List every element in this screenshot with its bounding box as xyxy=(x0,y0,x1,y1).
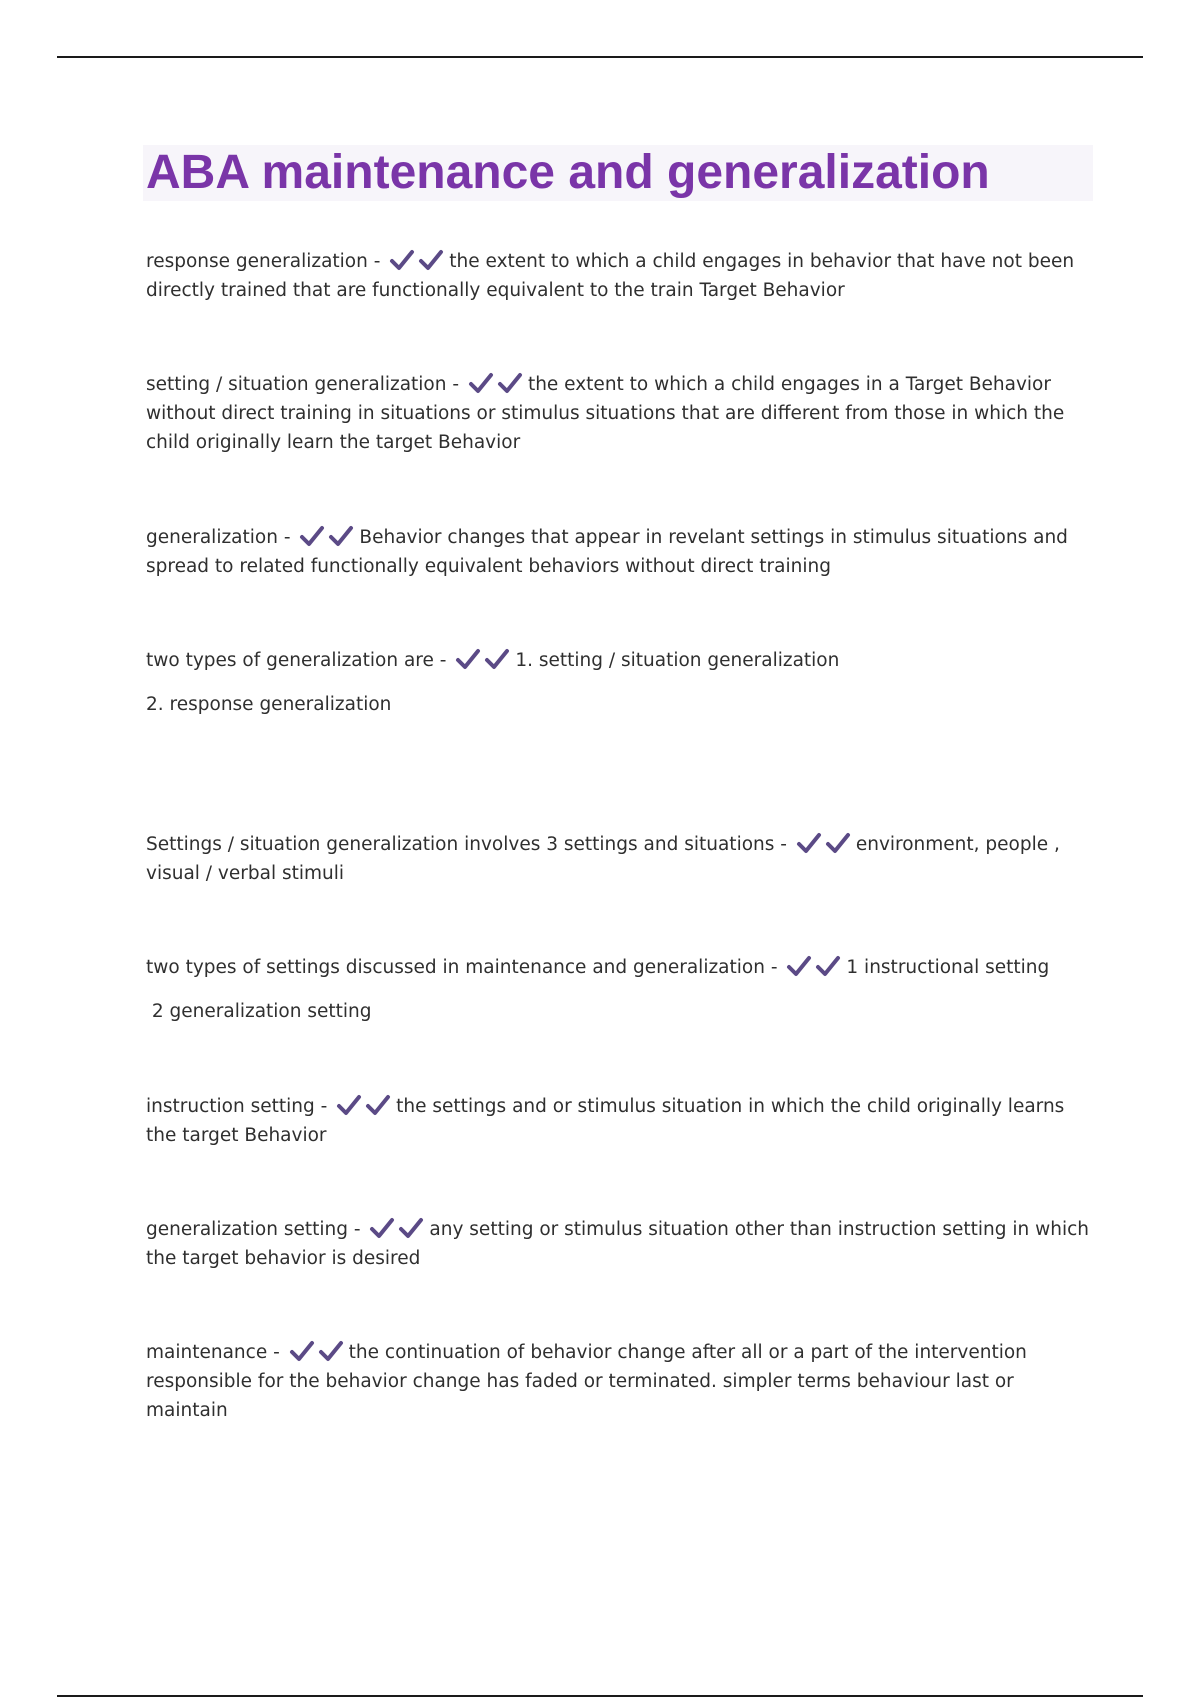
double-checkmark-icon xyxy=(335,1094,393,1116)
double-checkmark-icon xyxy=(298,525,356,547)
entry-extra: 2 generalization setting xyxy=(146,1001,372,1022)
entry-definition: the continuation of behavior change after all or a part of the intervention responsible for the behavior change has faded or terminated. simpler terms behaviour last or maintain xyxy=(146,1342,1027,1421)
entry-term: response generalization - xyxy=(146,251,381,272)
flashcard-entry xyxy=(146,1092,1094,1150)
entry-definition: the extent to which a child engages in a Target Behavior without direct training in situations or stimulus situations that are different from those in which the child originally learn the target Behavior xyxy=(146,374,1065,453)
double-checkmark-icon xyxy=(288,1340,346,1362)
entry-term: Settings / situation generalization involves 3 settings and situations - xyxy=(146,834,787,855)
entry-definition: the settings and or stimulus situation in which the child originally learns the target Behavior xyxy=(146,1096,1065,1146)
entry-term: instruction setting - xyxy=(146,1096,328,1117)
flashcard-entry xyxy=(146,370,1094,457)
flashcard-entry xyxy=(146,830,1094,888)
entry-definition: 1 instructional setting xyxy=(846,957,1050,978)
header-rule xyxy=(57,56,1143,58)
entry-definition: any setting or stimulus situation other than instruction setting in which the target behavior is desired xyxy=(146,1219,1090,1269)
double-checkmark-icon xyxy=(454,648,512,670)
entry-definition: environment, people , visual / verbal stimuli xyxy=(146,834,1060,884)
entry-term: two types of generalization are - xyxy=(146,650,447,671)
footer-rule xyxy=(57,1695,1143,1697)
entry-term: setting / situation generalization - xyxy=(146,374,460,395)
entry-definition: 1. setting / situation generalization xyxy=(515,650,840,671)
entry-term: generalization setting - xyxy=(146,1219,361,1240)
entry-term: two types of settings discussed in maintenance and generalization - xyxy=(146,957,778,978)
double-checkmark-icon xyxy=(368,1217,426,1239)
document-title: ABA maintenance and generalization xyxy=(146,146,990,199)
entry-definition: the extent to which a child engages in behavior that have not been directly trained that are functionally equivalent to the train Target Behavior xyxy=(146,251,1075,301)
double-checkmark-icon xyxy=(467,372,525,394)
double-checkmark-icon xyxy=(388,249,446,271)
flashcard-entry xyxy=(146,646,1094,719)
flashcard-entry xyxy=(146,523,1094,581)
double-checkmark-icon xyxy=(795,832,853,854)
entry-term: maintenance - xyxy=(146,1342,280,1363)
entry-definition: Behavior changes that appear in revelant settings in stimulus situations and spread to related functionally equivalent behaviors without direct training xyxy=(146,527,1068,577)
flashcard-entry xyxy=(146,953,1094,1026)
flashcard-entry xyxy=(146,1215,1094,1273)
flashcard-entry xyxy=(146,1338,1094,1425)
double-checkmark-icon xyxy=(785,955,843,977)
flashcard-entry xyxy=(146,247,1094,305)
entry-term: generalization - xyxy=(146,527,291,548)
entry-extra: 2. response generalization xyxy=(146,694,392,715)
